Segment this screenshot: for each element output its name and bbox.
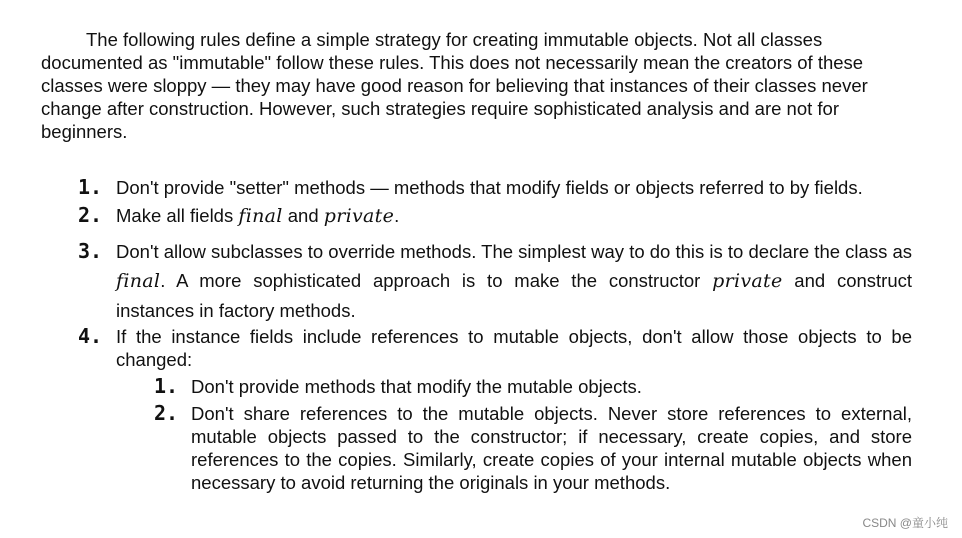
rule-text-part: . xyxy=(394,205,400,226)
rules-list xyxy=(41,176,912,494)
subrule-text: Don't provide methods that modify the mutable objects. xyxy=(191,376,642,397)
rule-text-part: Don't allow subclasses to override methods. The simplest way to do this is to declare the class as xyxy=(116,241,912,262)
rule-number: 4. xyxy=(78,324,103,348)
document-body xyxy=(41,28,912,494)
subrule-number: 1. xyxy=(154,374,179,398)
rule-item-4 xyxy=(41,325,912,494)
subrules-list xyxy=(116,375,912,494)
rule-text-part: . A more sophisticated approach is to make the constructor xyxy=(160,270,713,291)
rule-number: 1. xyxy=(78,175,103,199)
rule-item-3 xyxy=(41,237,912,325)
subrule-item-2 xyxy=(116,402,912,494)
csdn-watermark: CSDN @童小纯 xyxy=(862,516,948,530)
rule-number: 3. xyxy=(78,239,103,263)
rule-item-2 xyxy=(41,204,912,228)
rule-text-part: and construct instances in factory methods. xyxy=(116,270,913,321)
rule-text: Don't provide "setter" methods — methods that modify fields or objects referred to by fields. xyxy=(116,177,863,198)
code-keyword-final: final xyxy=(116,270,161,292)
subrule-number: 2. xyxy=(154,401,179,425)
subrule-text: Don't share references to the mutable objects. Never store references to external, mutable objects passed to the constructor; if necessary, create copies, and store references to the copies. Similarly, create copies of your internal mutable objects when necessary to avoid returning the originals in your methods. xyxy=(191,403,912,493)
code-keyword-final: final xyxy=(238,205,283,227)
rule-item-1 xyxy=(41,176,912,199)
rule-number: 2. xyxy=(78,203,103,227)
subrule-item-1 xyxy=(116,375,912,398)
code-keyword-private: private xyxy=(323,205,395,227)
intro-paragraph: The following rules define a simple strategy for creating immutable objects. Not all classes documented as "immutable" follow these rules. This does not necessarily mean the creators of these classes were sloppy — they may have good reason for believing that instances of their classes never change after construction. However, such strategies require sophisticated analysis and are not for beginners. xyxy=(41,29,868,142)
code-keyword-private: private xyxy=(712,270,783,292)
rule-text-part: and xyxy=(282,205,324,226)
rule-text: If the instance fields include references to mutable objects, don't allow those objects to be changed: xyxy=(116,326,912,370)
rule-text-part: Make all fields xyxy=(116,205,239,226)
